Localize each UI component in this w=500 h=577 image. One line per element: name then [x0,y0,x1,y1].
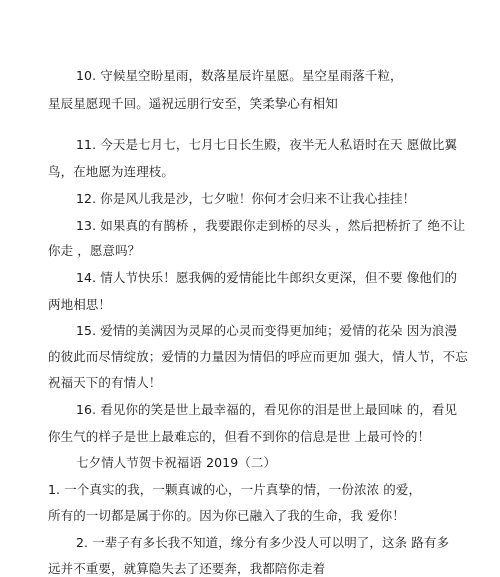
text-line: 2. 一辈子有多长我不知道，缘分有多少没人可以明了，这条 路有多 [76,535,450,550]
text-line: 16. 看见你的笑是世上最幸福的，看见你的泪是世上最回味 的，看见 [76,402,458,417]
text-line: 两地相思！ [48,297,112,312]
text-line: 你走 ，愿意吗？ [48,243,141,258]
text-line: 鸟，在地愿为连理枝。 [48,164,175,179]
text-line: 星辰星愿现千回。遥祝远朋行安至，笑柔挚心有相知 [48,96,338,111]
text-line: 远并不重要，就算隐失去了还要奔，我都陪你走着 [48,561,326,576]
text-line: 1. 一个真实的我，一颗真诚的心，一片真挚的情，一份浓浓 的爱， [48,482,422,497]
text-line: 的彼此而尽情绽放；爱情的力量因为情侣的呼应而更加 强大，情人节，不忘 [48,349,468,364]
text-line: 14. 情人节快乐！愿我俩的爱情能比牛郎织女更深，但不要 像他们的 [76,270,458,285]
text-line: 所有的一切都是属于你的。因为你已融入了我的生命，我 爱你！ [48,508,405,523]
section-heading: 七夕情人节贺卡祝福语 2019（二） [76,455,277,470]
text-line: 祝福天下的有情人！ [48,375,162,390]
text-line: 你生气的样子是世上最难忘的，但看不到你的信息是世 上最可怜的！ [48,429,431,444]
text-line: 15. 爱情的美满因为灵犀的心灵而变得更加纯；爱情的花朵 因为浪漫 [76,323,458,338]
text-line: 11. 今天是七月七，七月七日长生殿，夜半无人私语时在天 愿做比翼 [76,137,458,152]
text-line: 12. 你是风儿我是沙，七夕啦！你何才会归来不让我心挂挂！ [76,191,416,206]
text-line: 10. 守候星空盼星雨，数落星辰许星愿。星空星雨落千粒， [76,68,403,83]
text-line: 13. 如果真的有鹊桥 ，我要跟你走到桥的尽头 ，然后把桥折了 绝不让 [76,218,466,233]
